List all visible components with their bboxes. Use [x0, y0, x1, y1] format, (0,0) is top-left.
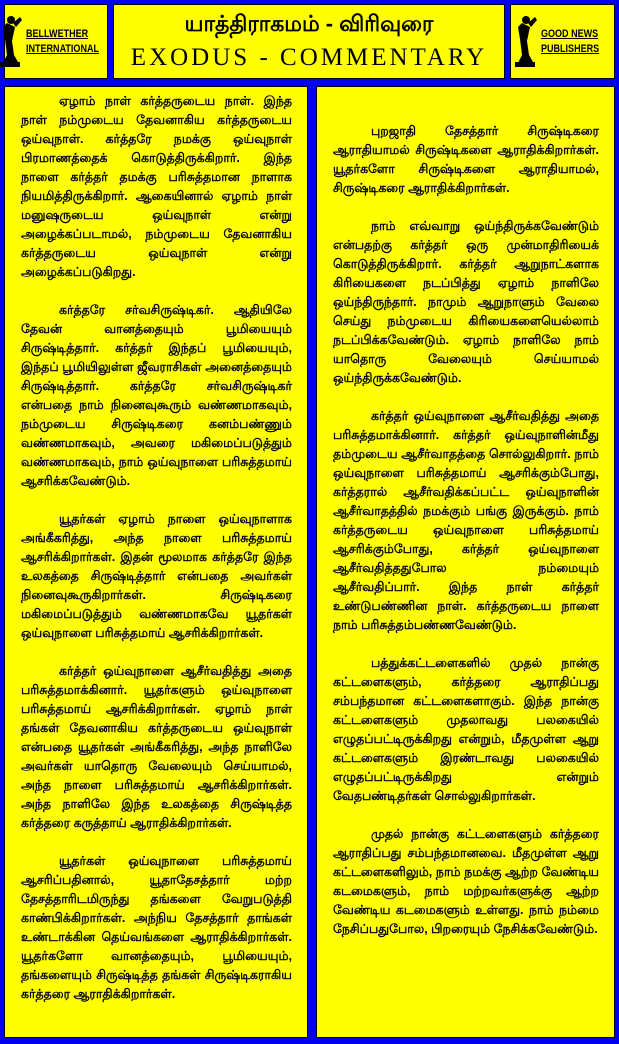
title-panel [113, 4, 505, 79]
bellwether-logo-line1: BELLWETHER [25, 27, 88, 40]
good-news-logo-line1: GOOD NEWS [541, 27, 599, 40]
paragraph: கர்த்தர் ஒய்வுநாளை ஆசீர்வதித்து அதை பரிசுத்தமாக்கினார். கர்த்தர் ஒய்வுநாளின்மீது தம்முடைய ஆசீர்வாதத்தை சொல்லுகிறார். நாம் ஒய்வுநாளை பரிசுத்தமாய் ஆசரிக்கும்போது, கர்த்தரால் ஆசீர்வதிக்கப்பட்ட ஒய்வுநாளின் ஆசீர்வாதத்தில் நமக்கும் பங்கு இருக்கும். நாம் கர்த்தருடைய ஒய்வுநாளை பரிசுத்தமாய் ஆசரிக்கும்போது, கர்த்தர் ஒய்வுநாளை ஆசீர்வதித்ததுபோல நம்மையும் ஆசீர்வதிப்பார். இந்த நாள் கர்த்தர் உண்டுபண்ணின நாள். கர்த்தருடைய நாளை நாம் பரிசுத்தம்பண்ணவேண்டும். [333, 409, 599, 632]
paragraph: நாம் எவ்வாறு ஒய்ந்திருக்கவேண்டும் என்பதற்கு கர்த்தர் ஒரு முன்மாதிரியைக் கொடுத்திருக்கிறார். கர்த்தர் ஆறுநாட்களாக கிரியைகளை நடப்பித்து ஏழாம் நாளிலே ஒய்ந்திருந்தார். நாமும் ஆறுநாளும் வேலை செய்து நம்முடைய கிரியைகளையெல்லாம் நடப்பிக்கவேண்டும். ஏழாம் நாளிலே நாம் யாதொரு வேலையும் செய்யாமல் ஒய்ந்திருக்கவேண்டும். [333, 219, 599, 385]
paragraph: ஏழாம் நாள் கர்த்தருடைய நாள். இந்த நாள் நம்முடைய தேவனாகிய கர்த்தருடைய ஒய்வுநாள். கர்த்தரே நமக்கு ஒய்வுநாள் பிரமாணத்தைக் கொடுத்திருக்கிறார். இந்த நாளை கர்த்தர் தமக்கு பரிசுத்தமான நாளாக நியமித்திருக்கிறார். ஆகையினால் ஏழாம் நாள் மனுஷருடைய ஒய்வுநாள் என்று அழைக்கப்படாமல், நம்முடைய தேவனாகிய கர்த்தருடைய ஒய்வுநாள் என்று அழைக்கப்படுகிறது. [21, 94, 292, 279]
commentary-column-right-text [317, 87, 614, 1037]
commentary-column-right [316, 86, 615, 1038]
bellwether-logo [4, 4, 108, 79]
paragraph: கர்த்தரே சர்வசிருஷ்டிகர். ஆதியிலே தேவன் வானத்தையும் பூமியையும் சிருஷ்டித்தார். கர்த்தர் இந்தப் பூமியையும், இந்தப் பூமியிலுள்ள ஜீவராசிகள் அனைத்தையும் சிருஷ்டித்தார். கர்த்தரே சர்வசிருஷ்டிகர் என்பதை நாம் நினைவுகூரும் வண்ணமாகவும், நம்முடைய சிருஷ்டிகரை கனம்பண்ணும் வண்ணமாகவும், அவரை மகிமைப்படுத்தும் வண்ணமாகவும், நாம் ஒய்வுநாளை பரிசுத்தமாய் ஆசரிக்கவேண்டும். [21, 303, 292, 488]
page-title-tamil: யாத்திராகமம் - விரிவுரை [184, 11, 434, 36]
bellwether-logo-line2: INTERNATIONAL [25, 42, 99, 55]
statue-icon [0, 15, 22, 69]
paragraph: யூதர்கள் ஏழாம் நாளை ஒய்வுநாளாக அங்கீகரித்து, அந்த நாளை பரிசுத்தமாய் ஆசரிக்கிறார்கள். இதன் மூலமாக கர்த்தரே இந்த உலகத்தை சிருஷ்டித்தார் என்பதை அவர்கள் நினைவுகூருகிறார்கள். சிருஷ்டிகரை மகிமைப்படுத்தும் வண்ணமாகவே யூதர்கள் ஒய்வுநாளை பரிசுத்தமாய் ஆசரிக்கிறார்கள். [21, 512, 292, 640]
statue-icon [513, 15, 537, 69]
commentary-column-left-text [5, 87, 307, 1037]
bellwether-logo-text [26, 27, 115, 57]
paragraph: யூதர்கள் ஒய்வுநாளை பரிசுத்தமாய் ஆசரிப்பதினால், யூதாதேசத்தார் மற்ற தேசத்தாரிடமிருந்து தங்களை வேறுபடுத்தி காண்பிக்கிறார்கள். அந்நிய தேசத்தார் தாங்கள் உண்டாக்கின தெய்வங்களை ஆராதிக்கிறார்கள். யூதர்களோ வானத்தையும், பூமியையும், தங்களையும் சிருஷ்டித்த தங்கள் சிருஷ்டிகராகிய கர்த்தரை ஆராதிக்கிறார்கள். [21, 854, 292, 1001]
paragraph: முதல் நான்கு கட்டளைகளும் கர்த்தரை ஆராதிப்பது சம்பந்தமானவை. மீதமுள்ள ஆறு கட்டளைகளிலும், நாம் நமக்கு ஆற்ற வேண்டிய கடமைகளும், நாம் மற்றவர்களுக்கு ஆற்ற வேண்டிய கடமைகளும் உள்ளது. நாம் நம்மை நேசிப்பதுபோல, பிறரையும் நேசிக்கவேண்டும். [333, 827, 599, 936]
page-title-english: EXODUS - COMMENTARY [130, 44, 488, 71]
commentary-column-left [4, 86, 308, 1038]
good-news-publishers-logo [510, 4, 615, 79]
paragraph: பத்துக்கட்டளைகளில் முதல் நான்கு கட்டளைகளும், கர்த்தரை ஆராதிப்பது சம்பந்தமான கட்டளைகளாகும். இந்த நான்கு கட்டளைகளும் முதலாவது பலகையில் எழுதப்பட்டிருக்கிறது என்றும், மீதமுள்ள ஆறு கட்டளைகளும் இரண்டாவது பலகையில் எழுதப்பட்டிருக்கிறது என்றும் வேதபண்டிதர்கள் சொல்லுகிறார்கள். [333, 656, 599, 803]
paragraph: புறஜாதி தேசத்தார் சிருஷ்டிகரை ஆராதியாமல் சிருஷ்டிகளை ஆராதிக்கிறார்கள். யூதர்களோ சிருஷ்டிகளை ஆராதியாமல், சிருஷ்டிகரை ஆராதிக்கிறார்கள். [333, 124, 599, 195]
paragraph: கர்த்தர் ஒய்வுநாளை ஆசீர்வதித்து அதை பரிசுத்தமாக்கினார். யூதர்களும் ஒய்வுநாளை பரிசுத்தமாய் ஆசரிக்கிறார்கள். ஏழாம் நாள் தங்கள் தேவனாகிய கர்த்தருடைய ஒய்வுநாள் என்பதை யூதர்கள் அங்கீகரித்து, அந்த நாளிலே அவர்கள் யாதொரு வேலையும் செய்யாமல், அந்த நாளை பரிசுத்தமாய் ஆசரிக்கிறார்கள். அந்த நாளிலே இந்த உலகத்தை சிருஷ்டித்த கர்த்தரை கருத்தாய் ஆராதிக்கிறார்கள். [21, 664, 292, 830]
good-news-publishers-logo-text [541, 27, 612, 57]
good-news-logo-line2: PUBLISHERS [541, 42, 600, 55]
